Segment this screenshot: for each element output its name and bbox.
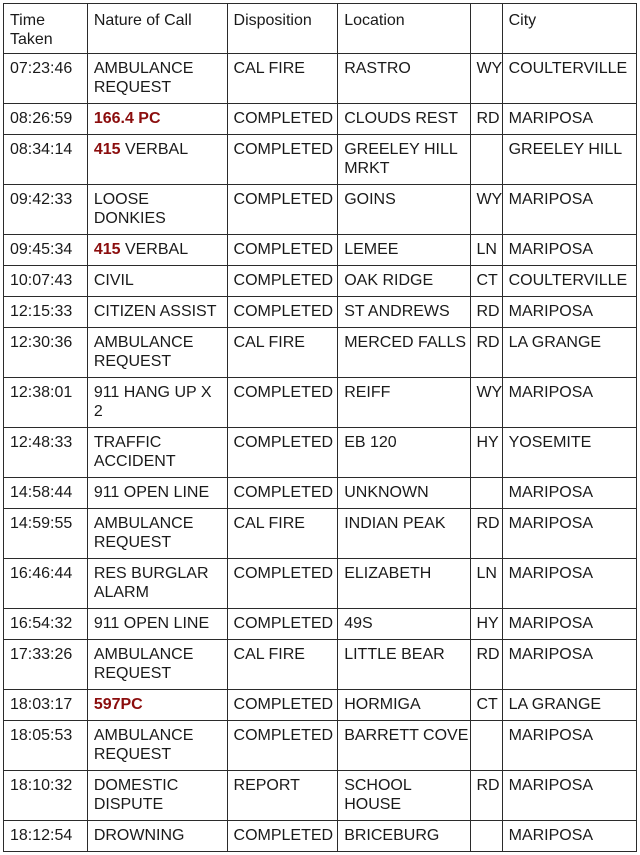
location-cell: 49S [338, 609, 471, 640]
city-cell: YOSEMITE [502, 428, 636, 478]
nature-text: AMBULANCE REQUEST [93, 727, 194, 763]
time-taken-cell: 12:15:33 [4, 297, 88, 328]
location-cell: CLOUDS REST [338, 104, 471, 135]
location-cell: UNKNOWN [338, 478, 471, 509]
city-cell: MARIPOSA [502, 821, 636, 852]
nature-text: DROWNING [93, 827, 185, 844]
street-suffix-cell: RD [471, 297, 502, 328]
nature-of-call-cell [87, 328, 227, 378]
penal-code-label: 415 [93, 241, 121, 258]
nature-of-call-cell [87, 428, 227, 478]
nature-text: 911 HANG UP X 2 [93, 384, 212, 420]
city-cell: MARIPOSA [502, 771, 636, 821]
time-taken-cell: 09:42:33 [4, 185, 88, 235]
nature-text: LOOSE DONKIES [93, 191, 166, 227]
table-row [4, 609, 637, 640]
time-taken-cell: 10:07:43 [4, 266, 88, 297]
street-suffix-cell: WY [471, 378, 502, 428]
location-cell: OAK RIDGE [338, 266, 471, 297]
street-suffix-cell: RD [471, 328, 502, 378]
time-taken-cell: 16:54:32 [4, 609, 88, 640]
street-suffix-cell: HY [471, 428, 502, 478]
location-cell: HORMIGA [338, 690, 471, 721]
time-taken-cell: 12:38:01 [4, 378, 88, 428]
city-cell: LA GRANGE [502, 690, 636, 721]
disposition-cell: COMPLETED [227, 428, 338, 478]
city-cell: MARIPOSA [502, 378, 636, 428]
nature-of-call-cell [87, 266, 227, 297]
street-suffix-cell: LN [471, 559, 502, 609]
penal-code-label: 415 [93, 141, 121, 158]
table-row [4, 478, 637, 509]
location-cell: BRICEBURG [338, 821, 471, 852]
table-row [4, 135, 637, 185]
header-row [4, 4, 637, 54]
disposition-cell: COMPLETED [227, 690, 338, 721]
city-cell: MARIPOSA [502, 640, 636, 690]
disposition-cell: COMPLETED [227, 235, 338, 266]
nature-text: 911 OPEN LINE [93, 615, 210, 632]
time-taken-cell: 18:10:32 [4, 771, 88, 821]
city-cell: MARIPOSA [502, 235, 636, 266]
nature-of-call-cell [87, 609, 227, 640]
table-row [4, 104, 637, 135]
city-cell: MARIPOSA [502, 559, 636, 609]
table-row [4, 559, 637, 609]
street-suffix-cell [471, 821, 502, 852]
table-row [4, 690, 637, 721]
nature-of-call-cell [87, 54, 227, 104]
penal-code-label: 166.4 PC [93, 110, 161, 127]
street-suffix-cell: CT [471, 266, 502, 297]
street-suffix-cell: LN [471, 235, 502, 266]
disposition-cell: CAL FIRE [227, 54, 338, 104]
disposition-cell: CAL FIRE [227, 640, 338, 690]
table-row [4, 266, 637, 297]
city-cell: MARIPOSA [502, 721, 636, 771]
nature-of-call-cell [87, 104, 227, 135]
nature-text: AMBULANCE REQUEST [93, 515, 194, 551]
nature-text: AMBULANCE REQUEST [93, 334, 194, 370]
nature-text: AMBULANCE REQUEST [93, 60, 194, 96]
call-log-table [3, 3, 637, 852]
street-suffix-cell [471, 721, 502, 771]
time-taken-cell: 09:45:34 [4, 235, 88, 266]
disposition-cell: COMPLETED [227, 104, 338, 135]
city-cell: MARIPOSA [502, 609, 636, 640]
disposition-cell: COMPLETED [227, 478, 338, 509]
nature-of-call-cell [87, 640, 227, 690]
table-row [4, 428, 637, 478]
city-cell: MARIPOSA [502, 509, 636, 559]
location-cell: ST ANDREWS [338, 297, 471, 328]
street-suffix-cell: WY [471, 185, 502, 235]
header-location: Location [338, 4, 471, 54]
nature-text: CITIZEN ASSIST [93, 303, 217, 320]
street-suffix-cell: CT [471, 690, 502, 721]
time-taken-cell: 14:59:55 [4, 509, 88, 559]
city-cell: MARIPOSA [502, 297, 636, 328]
location-cell: EB 120 [338, 428, 471, 478]
street-suffix-cell: RD [471, 509, 502, 559]
nature-of-call-cell [87, 771, 227, 821]
location-cell: LEMEE [338, 235, 471, 266]
nature-text: DOMESTIC DISPUTE [93, 777, 179, 813]
nature-text: TRAFFIC ACCIDENT [93, 434, 176, 470]
table-row [4, 378, 637, 428]
time-taken-cell: 12:30:36 [4, 328, 88, 378]
disposition-cell: COMPLETED [227, 185, 338, 235]
disposition-cell: COMPLETED [227, 266, 338, 297]
nature-of-call-cell [87, 297, 227, 328]
location-cell: INDIAN PEAK [338, 509, 471, 559]
street-suffix-cell: RD [471, 104, 502, 135]
location-cell: ELIZABETH [338, 559, 471, 609]
nature-of-call-cell [87, 185, 227, 235]
street-suffix-cell: WY [471, 54, 502, 104]
time-taken-cell: 07:23:46 [4, 54, 88, 104]
penal-code-label: 597PC [93, 696, 143, 713]
time-taken-cell: 18:05:53 [4, 721, 88, 771]
city-cell: GREELEY HILL [502, 135, 636, 185]
table-row [4, 328, 637, 378]
disposition-cell: COMPLETED [227, 559, 338, 609]
nature-text: AMBULANCE REQUEST [93, 646, 194, 682]
location-cell: GOINS [338, 185, 471, 235]
nature-of-call-cell [87, 509, 227, 559]
header-street-suffix [471, 4, 502, 54]
nature-of-call-cell [87, 235, 227, 266]
location-cell: RASTRO [338, 54, 471, 104]
street-suffix-cell: RD [471, 771, 502, 821]
disposition-cell: COMPLETED [227, 135, 338, 185]
city-cell: MARIPOSA [502, 478, 636, 509]
time-taken-cell: 16:46:44 [4, 559, 88, 609]
disposition-cell: COMPLETED [227, 721, 338, 771]
city-cell: LA GRANGE [502, 328, 636, 378]
header-time-taken: Time Taken [4, 4, 88, 54]
location-cell: GREELEY HILL MRKT [338, 135, 471, 185]
disposition-cell: CAL FIRE [227, 328, 338, 378]
call-log-body [4, 54, 637, 852]
time-taken-cell: 08:34:14 [4, 135, 88, 185]
nature-text: RES BURGLAR ALARM [93, 565, 209, 601]
location-cell: SCHOOL HOUSE [338, 771, 471, 821]
time-taken-cell: 08:26:59 [4, 104, 88, 135]
nature-of-call-cell [87, 821, 227, 852]
header-city: City [502, 4, 636, 54]
disposition-cell: COMPLETED [227, 378, 338, 428]
header-disposition: Disposition [227, 4, 338, 54]
street-suffix-cell [471, 135, 502, 185]
location-cell: REIFF [338, 378, 471, 428]
location-cell: BARRETT COVE [338, 721, 471, 771]
disposition-cell: COMPLETED [227, 297, 338, 328]
table-row [4, 54, 637, 104]
table-row [4, 235, 637, 266]
disposition-cell: COMPLETED [227, 821, 338, 852]
disposition-cell: CAL FIRE [227, 509, 338, 559]
table-row [4, 771, 637, 821]
disposition-cell: REPORT [227, 771, 338, 821]
nature-of-call-cell [87, 135, 227, 185]
street-suffix-cell: RD [471, 640, 502, 690]
time-taken-cell: 18:12:54 [4, 821, 88, 852]
time-taken-cell: 14:58:44 [4, 478, 88, 509]
time-taken-cell: 12:48:33 [4, 428, 88, 478]
nature-of-call-cell [87, 378, 227, 428]
time-taken-cell: 18:03:17 [4, 690, 88, 721]
street-suffix-cell: HY [471, 609, 502, 640]
location-cell: LITTLE BEAR [338, 640, 471, 690]
nature-of-call-cell [87, 690, 227, 721]
nature-text: VERBAL [120, 241, 189, 258]
table-row [4, 821, 637, 852]
table-row [4, 509, 637, 559]
nature-text: CIVIL [93, 272, 134, 289]
city-cell: COULTERVILLE [502, 266, 636, 297]
nature-text: VERBAL [120, 141, 189, 158]
table-row [4, 721, 637, 771]
city-cell: MARIPOSA [502, 185, 636, 235]
table-row [4, 297, 637, 328]
city-cell: MARIPOSA [502, 104, 636, 135]
nature-of-call-cell [87, 478, 227, 509]
table-row [4, 185, 637, 235]
nature-of-call-cell [87, 559, 227, 609]
city-cell: COULTERVILLE [502, 54, 636, 104]
disposition-cell: COMPLETED [227, 609, 338, 640]
table-row [4, 640, 637, 690]
street-suffix-cell [471, 478, 502, 509]
location-cell: MERCED FALLS [338, 328, 471, 378]
time-taken-cell: 17:33:26 [4, 640, 88, 690]
nature-text: 911 OPEN LINE [93, 484, 210, 501]
header-nature-of-call: Nature of Call [87, 4, 227, 54]
nature-of-call-cell [87, 721, 227, 771]
